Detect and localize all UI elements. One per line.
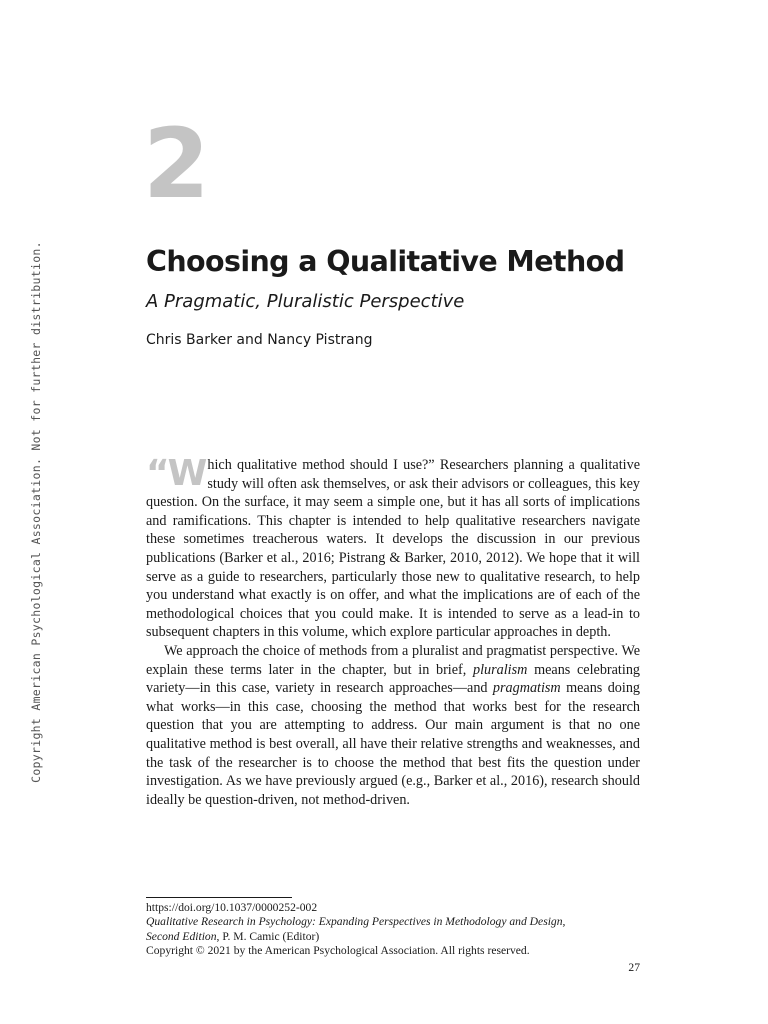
paragraph-1 [146,453,640,642]
term-pluralism: pluralism [472,661,528,678]
footnote-rule [146,897,292,898]
book-title-line-2 [146,930,640,944]
book-editor: , P. M. Camic (Editor) [216,929,320,943]
copyright-side-notice: Copyright American Psychological Association. Not for further distribution. [29,241,43,783]
paragraph-2-text-a: We approach the choice of methods from a pluralist and pragmatist perspective. We explain these terms later in the chapter, but in brief, [146,642,640,678]
paragraph-2 [146,642,640,809]
term-pragmatism: pragmatism [492,680,561,697]
body-text [146,453,641,809]
chapter-title: Choosing a Qualitative Method [146,245,625,278]
paragraph-2-text-b: means celebrating variety—in this case, variety in research approaches—and [146,661,641,697]
copyright-line: Copyright © 2021 by the American Psychological Association. All rights reserved. [146,943,530,957]
doi-link[interactable]: https://doi.org/10.1037/0000252-002 [146,901,318,914]
chapter-subtitle: A Pragmatic, Pluralistic Perspective [146,291,465,312]
page-number: 27 [628,961,640,974]
dropcap: “W [146,453,206,494]
paragraph-1-text: hich qualitative method should I use?” Researchers planning a qualitative study will often ask themselves, or ask their advisors or colleagues, this key question. On the surface, it may seem a simple one, but it has all sorts of implications and ramifications. This chapter is intended to help qualitative researchers navigate these sometimes treacherous waters. It develops the discussion in our previous publications (Barker et al., 2016; Pistrang & Barker, 2010, 2012). We hope that it will serve as a guide to researchers, particularly those new to qualitative research, to help you understand what exactly is on offer, and what the implications are of each of the methodological choices that you could make. It is intended to serve as a lead-in to subsequent chapters in this volume, which explore particular approaches in depth. [146,457,640,641]
footnote [146,901,640,958]
chapter-number: 2 [143,108,207,220]
chapter-authors: Chris Barker and Nancy Pistrang [146,332,373,348]
book-edition: Second Edition [146,929,217,943]
paragraph-2-text-c: means doing what works—in this case, choosing the method that works best for the research question that you are attempting to address. Our main argument is that no one qualitative method is best overall, all have their relative strengths and weaknesses, and the task of the researcher is to choose the method that best fits the question under investigation. As we have previously argued (e.g., Barker et al., 2016), research should ideally be question-driven, not method-driven. [146,680,641,808]
book-title-line-1: Qualitative Research in Psychology: Expanding Perspectives in Methodology and Design, [146,915,566,929]
